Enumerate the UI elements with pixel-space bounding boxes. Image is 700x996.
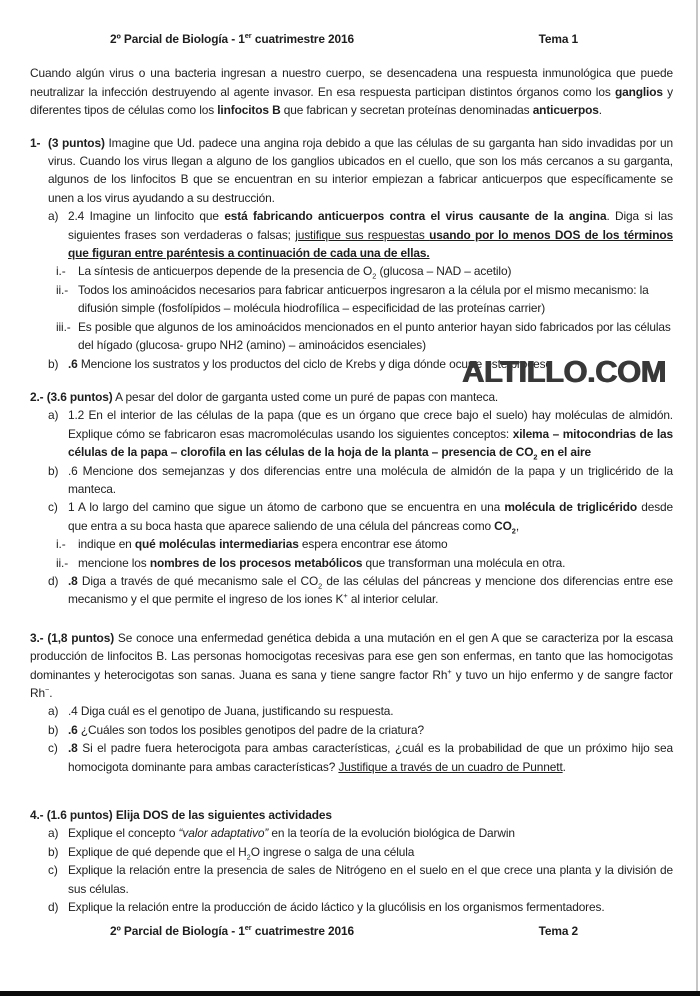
question-4-item-a (30, 824, 673, 842)
text-segment: desde que entra a su boca hasta que aparece saliendo de una célula del páncreas como (68, 500, 674, 533)
item-marker: b) (48, 356, 62, 371)
text-segment: nombres de los procesos metabólicos (149, 555, 363, 570)
text-segment: 2º Parcial de Biología - 1 (110, 924, 245, 939)
scan-edge-bottom (0, 991, 700, 996)
text-segment: molécula de triglicérido (504, 500, 637, 515)
text-segment: cuatrimestre 2016 (251, 924, 354, 939)
text-segment: que transforman una molécula en otra. (362, 555, 566, 570)
text-segment: 2 (318, 581, 323, 591)
text-segment: 2.4 Imagine un linfocito que (68, 209, 225, 224)
text-segment: Diga a través de qué mecanismo sale el CO (77, 573, 319, 588)
text-segment: y tuvo un hijo enfermo y de sangre factor Rh (30, 667, 673, 700)
question-2-item-a (30, 406, 673, 461)
item-marker: b) (48, 844, 62, 859)
text-segment: (glucosa – NAD – acetilo) (376, 264, 512, 279)
text-segment: y diferentes tipos de células como los (30, 84, 673, 118)
item-marker: d) (48, 573, 62, 588)
tema-label (539, 922, 578, 940)
item-marker: c) (48, 500, 61, 515)
text-segment: . (49, 686, 53, 700)
question-2-sub-ii (30, 554, 673, 572)
page-header (30, 30, 673, 48)
text-segment: mencione los (78, 555, 150, 570)
text-segment: que fabrican y secretan proteínas denominadas (280, 103, 533, 118)
question-2-item-d (30, 572, 673, 609)
text-segment: La síntesis de anticuerpos depende de la presencia de O (78, 264, 373, 279)
text-segment: linfocitos B (217, 103, 281, 118)
text-segment: er (244, 923, 252, 933)
text-segment: “valor adaptativo” (178, 826, 269, 841)
intro-paragraph (30, 64, 673, 119)
spacer (30, 48, 673, 64)
text-segment: Explique de qué depende que el H (68, 844, 247, 859)
text-segment: usando por lo menos DOS de los términos que figuran entre paréntesis a continuación de cada una de ellas. (68, 227, 673, 261)
text-segment: Imagine que Ud. padece una angina roja debido a que las células de su garganta han sido invadidas por un virus. Cuando los virus llegan a alguno de los ganglios ubicados en el cuello, que son los más cercanos a su garganta, algunos de los linfocitos B que se encuentran en su interior empiezan a fabricar anticuerpos que específicamente se unen a los virus ayudando a su destrucción. (48, 135, 673, 205)
question-4-heading (30, 806, 673, 824)
text-segment: está fabricando anticuerpos contra el virus causante de la angina (224, 209, 607, 224)
title-text (110, 922, 354, 940)
document-body (30, 30, 673, 941)
text-segment: A pesar del dolor de garganta usted come un puré de papas con manteca. (112, 389, 499, 404)
text-segment: er (244, 31, 252, 41)
text-segment: al interior celular. (347, 592, 439, 607)
item-marker: a) (48, 408, 62, 423)
item-marker: 4.- (30, 808, 47, 823)
question-1-sub-iii (30, 318, 673, 355)
question-2-heading (30, 388, 673, 406)
question-3-heading (30, 629, 673, 703)
text-segment: (1.6 puntos) Elija DOS de las siguientes actividades (46, 808, 332, 823)
text-segment: . Diga si las siguientes frases son verdaderas o falsas; (68, 209, 673, 242)
item-marker: b) (48, 722, 62, 737)
text-segment: . (598, 103, 602, 118)
altillo-watermark: ALTILLO.COM (462, 354, 666, 389)
text-segment: Explique la relación entre la presencia de sales de Nitrógeno en el suelo en el que crece una planta y la división de sus células. (68, 863, 673, 896)
text-segment: 2 (533, 452, 538, 462)
text-segment: , (515, 518, 520, 533)
item-marker: 1- (30, 135, 44, 150)
text-segment: (1,8 puntos) (47, 630, 115, 645)
text-segment: − (44, 685, 50, 695)
text-segment: Explique la relación entre la producción de ácido láctico y la glucólisis en los organismos fermentadores. (68, 900, 605, 915)
spacer (30, 776, 673, 806)
text-segment: Mencione los sustratos y los productos del ciclo de Krebs y diga dónde ocurre este proceso (77, 356, 552, 371)
text-segment: Justifique a través de un cuadro de Punnett (338, 759, 563, 774)
text-segment: + (343, 591, 348, 601)
text-segment: .6 (68, 356, 78, 371)
question-3-item-a (30, 702, 673, 720)
text-segment: 2 (511, 526, 516, 536)
text-segment: 2 (372, 271, 377, 281)
question-2-item-c (30, 498, 673, 535)
text-segment: Es posible que algunos de los aminoácidos mencionados en el punto anterior hayan sido fabricados por las células del hígado (glucosa- grupo NH2 (amino) – aminoácidos esenciales) (78, 319, 671, 353)
question-2-sub-i (30, 535, 673, 553)
text-segment: O ingrese o salga de una célula (250, 844, 415, 859)
item-marker: c) (48, 741, 61, 756)
text-segment: ganglios (614, 84, 663, 99)
text-segment: 2º Parcial de Biología - 1 (110, 32, 245, 46)
text-segment: Cuando algún virus o una bacteria ingresan a nuestro cuerpo, se desencadena una respuesta inmunológica que puede neutralizar la infección destruyendo al agente invasor. En esa respuesta participan distintos órganos como los (30, 66, 673, 99)
item-marker: a) (48, 826, 62, 841)
question-3-item-c (30, 739, 673, 776)
text-segment: 1 A lo largo del camino que sigue un átomo de carbono que se encuentra en una (68, 500, 505, 515)
text-segment: espera encontrar ese átomo (298, 537, 448, 552)
text-segment: qué moléculas intermediarias (134, 537, 299, 552)
text-segment: Explique el concepto (68, 826, 179, 841)
text-segment: indique en (78, 537, 135, 552)
scan-edge-right (696, 0, 698, 996)
text-segment: (3 puntos) (48, 135, 105, 150)
question-4-item-d (30, 898, 673, 916)
text-segment: Tema 2 (538, 924, 578, 939)
text-segment: . (562, 759, 566, 774)
question-4-item-b (30, 843, 673, 861)
text-segment: Tema 1 (538, 32, 578, 46)
text-segment: xilema – mitocondrias de las células de la papa – clorofila en las células de la hoja de la planta – presencia de CO (68, 426, 673, 460)
text-segment: .8 (68, 741, 78, 756)
item-marker: b) (48, 463, 62, 478)
text-segment: Si el padre fuera heterocigota para ambas características, ¿cuál es la probabilidad de que un próximo hijo sea homocigota dominante para ambas características? (68, 741, 673, 774)
question-1-sub-i (30, 262, 673, 280)
item-marker: i.- (56, 537, 69, 552)
text-segment: cuatrimestre 2016 (251, 32, 354, 46)
question-3-item-b (30, 721, 673, 739)
item-marker: a) (48, 209, 62, 224)
text-segment: en el aire (537, 445, 592, 460)
text-segment: (3.6 puntos) (46, 389, 113, 404)
item-marker: i.- (56, 264, 69, 279)
page-footer (30, 922, 673, 940)
item-marker: 2.- (30, 389, 47, 404)
item-marker: c) (48, 863, 61, 878)
text-segment: Todos los aminoácidos necesarios para fabricar anticuerpos ingresaron a la célula por el mismo mecanismo: la difusión simple (fosfolípidos – molécula hiodrofílica – especificidad de las proteínas carrier) (78, 282, 649, 316)
item-marker: ii.- (56, 555, 72, 570)
text-segment: 2 (246, 852, 251, 862)
text-segment: anticuerpos (532, 103, 599, 118)
item-marker: iii.- (56, 319, 74, 334)
tema-label (539, 30, 578, 48)
text-segment: + (447, 666, 452, 676)
text-segment: 1.2 En el interior de las células de la papa (que es un órgano que crece bajo el suelo) hay moléculas de almidón. Explique cómo se fabricaron esas macromoléculas usando los siguientes conceptos: (68, 408, 673, 441)
text-segment: .8 (68, 573, 78, 588)
text-segment: .6 (68, 722, 78, 737)
text-segment: justifique sus respuestas (295, 227, 430, 242)
question-1-sub-ii (30, 281, 673, 318)
text-segment: de las células del páncreas y mencione dos diferencias entre ese mecanismo y el que permite el ingreso de los iones K (68, 573, 674, 607)
item-marker: ii.- (56, 282, 72, 297)
text-segment: ¿Cuáles son todos los posibles genotipos del padre de la criatura? (77, 722, 424, 737)
text-segment: en la teoría de la evolución biológica de Darwin (268, 826, 515, 841)
text-segment: .4 Diga cuál es el genotipo de Juana, justificando su respuesta. (68, 704, 394, 719)
item-marker: a) (48, 704, 62, 719)
question-1-item-a (30, 207, 673, 262)
text-segment: Se conoce una enfermedad genética debida a una mutación en el gen A que se caracteriza por la escasa producción de linfocitos B. Las personas homocigotas recesivas para ese gen son enfermas, en tanto que las homocigotas dominantes y heterocigotas son sanas. Juana es sana y tiene sangre factor Rh (30, 630, 673, 682)
title-text (110, 30, 354, 48)
question-2-item-b (30, 462, 673, 499)
question-4-item-c (30, 861, 673, 898)
spacer (30, 120, 673, 134)
text-segment: .6 Mencione dos semejanzas y dos diferencias entre una molécula de almidón de la papa y un triglicérido de la manteca. (68, 463, 673, 496)
text-segment: CO (494, 518, 512, 533)
item-marker: 3.- (30, 630, 48, 645)
spacer (30, 609, 673, 629)
item-marker: d) (48, 900, 62, 915)
question-1-heading (30, 134, 673, 208)
